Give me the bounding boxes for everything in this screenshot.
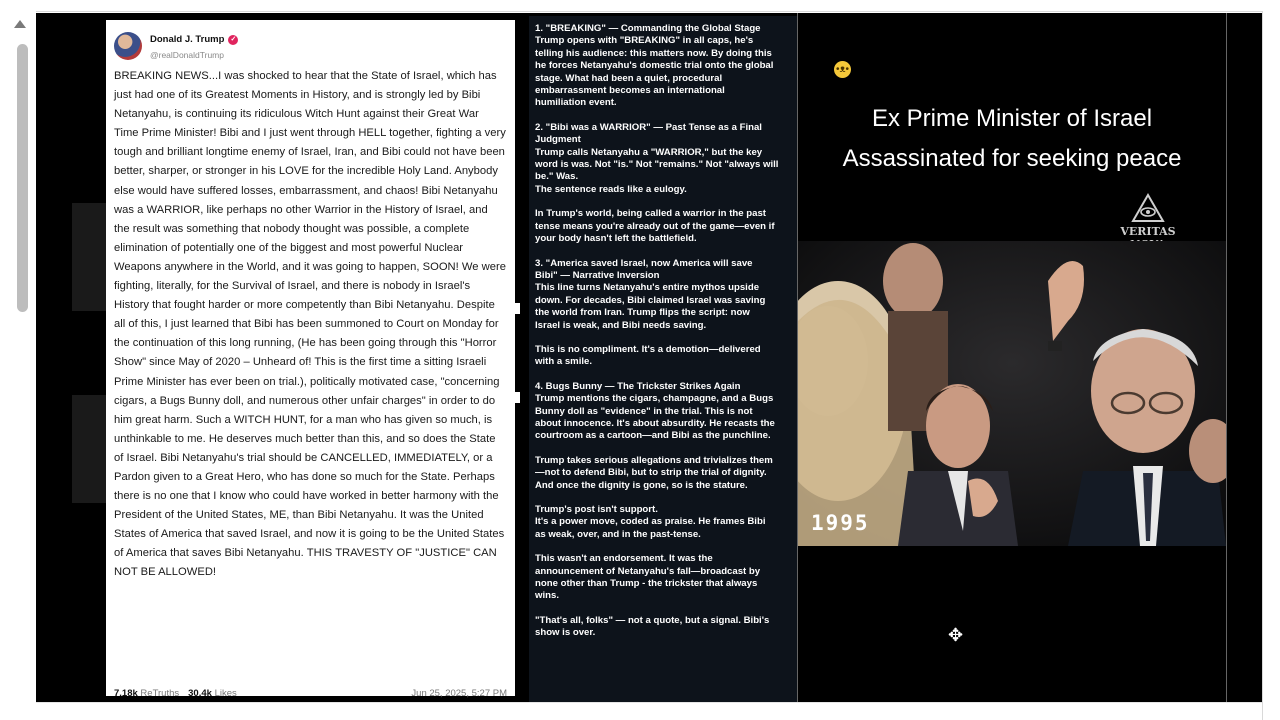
- analysis-paragraph: [535, 381, 797, 443]
- analysis-paragraph: [535, 455, 797, 492]
- emoji-icon: •ᴥ•: [834, 61, 851, 78]
- author-handle: @realDonaldTrump: [150, 50, 224, 60]
- analysis-line: Trump calls Netanyahu a "WARRIOR," but the key: [535, 146, 763, 158]
- video-title: [797, 99, 1227, 179]
- analysis-line: Trump's post isn't support.: [535, 504, 658, 515]
- post-body: BREAKING NEWS...I was shocked to hear that the State of Israel, which has just had one of its Greatest Moments in History, and is strongly led by Bibi Netanyahu, is continuing its ridiculous Witch Hunt against their Great War Time Prime Minister! Bibi and I just went through HELL together, fighting a very tough and brilliant longtime enemy of Israel, Iran, and Bibi could not have been better, sharper, or stronger in his LOVE for the incredible Holy Land. Anybody else would have suffered losses, embarrassment, and chaos! Bibi Netanyahu was a WARRIOR, like perhaps no other Warrior in the History of Israel, and the result was something that nobody thought was possible, a complete elimination of potentially one of the biggest and most powerful Nuclear Weapons anywhere in the World, and it was going to happen, SOON! We were fighting, literally, for the Survival of Israel, and there is nobody in Israel's History that fought harder or more competently than Bibi Netanyahu. Despite all of this, I just learned that Bibi has been summoned to Court on Monday for the continuation of this long running, (He has been going through this "Horror Show" since May of 2020 – Unheard of! This is the first time a sitting Israeli Prime Minister has ever been on trial.), politically motivated case, "concerning cigars, a Bugs Bunny doll, and numerous other unfair charges" in order to do him great harm. Such a WITCH HUNT, for a man who has given so much, is unthinkable to me. He deserves much better than this, and so does the State of Israel. Bibi Netanyahu's trial should be CANCELLED, IMMEDIATELY, or a Pardon given to a Great Hero, who has done so much for the State. Perhaps there is no one that I know who could have worked in better harmony with the President of the United States, ME, than Bibi Netanyahu. It was the United States of America that saved Israel, and now it is going to be the United States of America that saves Bibi Netanyahu. THIS TRAVESTY OF "JUSTICE" CAN NOT BE ALLOWED!: [114, 70, 506, 579]
- analysis-paragraph: [535, 504, 797, 541]
- analysis-line: tense means you're already out of the game—even if: [535, 220, 775, 232]
- analysis-line: about innocence. It's about absurdity. He recasts the: [535, 417, 775, 429]
- analysis-line: —not to defend Bibi, but to strip the trial of dignity.: [535, 467, 767, 479]
- retruths-count: 7.18k: [114, 688, 138, 699]
- video-year-caption: 1995: [811, 511, 870, 535]
- analysis-line: with a smile.: [535, 356, 593, 368]
- video-title-line-1: Ex Prime Minister of Israel: [871, 105, 1153, 132]
- analysis-paragraph: [535, 23, 797, 110]
- analysis-line: "That's all, folks" — not a quote, but a signal. Bibi's: [535, 614, 770, 626]
- archival-photo: [798, 241, 1226, 546]
- scroll-up-arrow-icon[interactable]: [14, 20, 26, 28]
- video-frame[interactable]: [36, 13, 1262, 702]
- analysis-line: show is over.: [535, 627, 596, 639]
- analysis-text: [529, 16, 797, 640]
- analysis-line: stage. What had been a quiet, procedural: [535, 72, 723, 84]
- analysis-line: 1. "BREAKING" — Commanding the Global Stage: [535, 23, 761, 34]
- analysis-paragraph: [535, 122, 797, 196]
- analysis-paragraph: [535, 553, 797, 603]
- background-ghost-block: [72, 203, 106, 311]
- post-date: Jun 25, 2025, 5:27 PM: [411, 688, 507, 699]
- analysis-line: It's a power move, coded as praise. He frames Bibi: [535, 516, 766, 528]
- analysis-line: In Trump's world, being called a warrior in the past: [535, 208, 766, 220]
- analysis-line: the world from Iran. Trump flips the script: now: [535, 307, 750, 319]
- analysis-line: The sentence reads like a eulogy.: [535, 183, 687, 195]
- analysis-line: Israel is weak, and Bibi needs saving.: [535, 319, 707, 331]
- analysis-paragraph: [535, 258, 797, 332]
- right-divider: [1262, 11, 1263, 720]
- retruths-label: ReTruths: [140, 688, 180, 699]
- analysis-column: [529, 16, 797, 702]
- author-row: [150, 34, 238, 45]
- likes-label: Likes: [214, 688, 237, 699]
- top-divider: [36, 11, 1262, 12]
- analysis-line: This line turns Netanyahu's entire mythos upside: [535, 282, 760, 294]
- author-name: Donald J. Trump: [150, 34, 225, 45]
- analysis-line: wins.: [535, 590, 559, 602]
- analysis-line: courtroom as a cartoon—and Bibi as the punchline.: [535, 430, 771, 442]
- post-footer: [114, 688, 507, 699]
- analysis-line: as weak, over, and in the past-tense.: [535, 528, 701, 540]
- scrollbar-thumb[interactable]: [17, 44, 28, 312]
- analysis-line: This is no compliment. It's a demotion—delivered: [535, 343, 761, 355]
- split-marker: [515, 303, 520, 314]
- analysis-line: Trump takes serious allegations and trivializes them: [535, 454, 773, 466]
- analysis-line: be." Was.: [535, 171, 579, 183]
- likes-count: 30.4k: [188, 688, 212, 699]
- analysis-line: Bunny doll as "evidence" in the trial. This is not: [535, 405, 753, 417]
- analysis-line: Judgment: [535, 134, 581, 146]
- avatar: [114, 32, 142, 60]
- analysis-paragraph: [535, 615, 797, 640]
- background-ghost-block: [72, 395, 106, 503]
- analysis-line: Trump opens with "BREAKING" in all caps, he's: [535, 35, 754, 47]
- video-panel[interactable]: [797, 13, 1227, 702]
- analysis-line: your body hasn't left the battlefield.: [535, 233, 697, 245]
- analysis-line: 4. Bugs Bunny — The Trickster Strikes Again: [535, 380, 741, 392]
- analysis-line: telling his audience: this matters now. By doing this: [535, 47, 772, 59]
- analysis-line: embarrassment becomes an international: [535, 85, 725, 97]
- video-title-line-2: Assassinated for seeking peace: [842, 145, 1182, 172]
- analysis-line: 2. "Bibi was a WARRIOR" — Past Tense as a Final: [535, 121, 762, 133]
- bottom-divider: [36, 702, 1262, 703]
- mouse-cursor-icon: ✥: [948, 625, 964, 645]
- analysis-line: down. For decades, Bibi claimed Israel was saving: [535, 294, 766, 306]
- logo-text-1: VERITAS: [1120, 225, 1176, 238]
- verified-badge-icon: ✓: [228, 35, 238, 45]
- analysis-line: announcement of Netanyahu's fall—broadcast by: [535, 565, 761, 577]
- analysis-line: none other than Trump - the trickster that always: [535, 578, 758, 590]
- eye-pyramid-icon: [1131, 193, 1165, 223]
- analysis-line: word is was. Not "is." Not "remains." Not "always will: [535, 159, 779, 171]
- analysis-paragraph: [535, 208, 797, 245]
- analysis-line: This wasn't an endorsement. It was the: [535, 553, 713, 565]
- analysis-line: And once the dignity is gone, so is the stature.: [535, 479, 748, 491]
- analysis-line: humiliation event.: [535, 97, 617, 109]
- truth-social-post: [106, 20, 515, 699]
- split-marker: [515, 392, 520, 403]
- analysis-paragraph: [535, 344, 797, 369]
- analysis-line: Trump mentions the cigars, champagne, and a Bugs: [535, 393, 774, 405]
- analysis-line: he forces Netanyahu's domestic trial onto the global: [535, 60, 774, 72]
- analysis-line: Bibi" — Narrative Inversion: [535, 269, 660, 281]
- analysis-line: 3. "America saved Israel, now America will save: [535, 257, 753, 269]
